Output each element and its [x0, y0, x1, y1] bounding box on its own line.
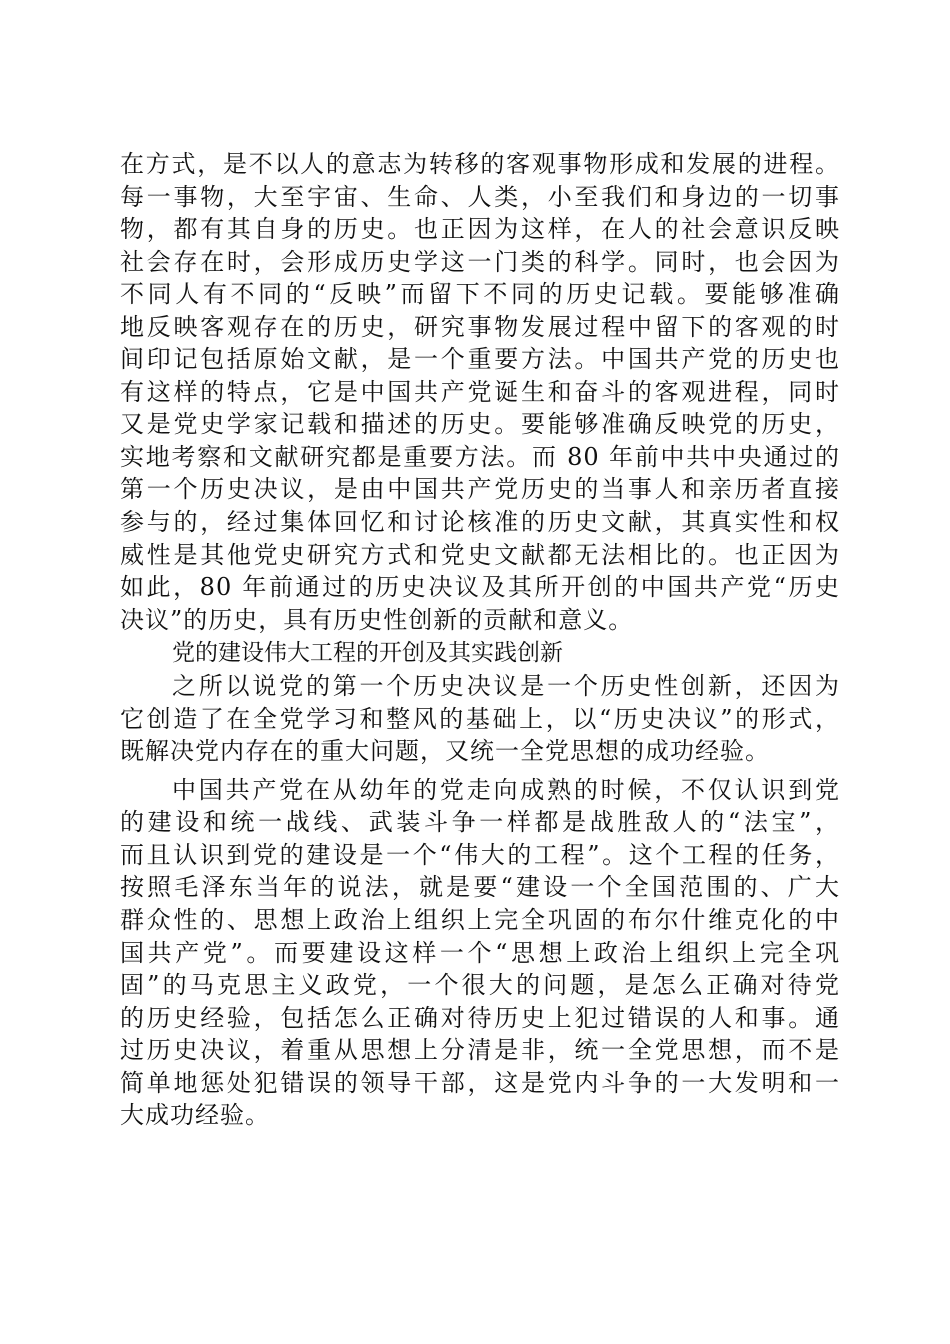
paragraph-line: 决议”的历史，具有历史性创新的贡献和意义。 [120, 605, 634, 634]
paragraph-3 [120, 774, 840, 1132]
paragraph-line: 实地考察和文献研究都是重要方法。而 80 年前中共中央通过的 [120, 442, 840, 471]
paragraph-line: 参与的，经过集体回忆和讨论核准的历史文献，其真实性和权 [120, 508, 840, 537]
paragraph-line: 它创造了在全党学习和整风的基础上，以“历史决议”的形式， [120, 704, 840, 733]
paragraph-line: 之所以说党的第一个历史决议是一个历史性创新，还因为 [172, 672, 840, 701]
paragraph-line: 间印记包括原始文献，是一个重要方法。中国共产党的历史也 [120, 345, 840, 374]
paragraph-line: 的历史经验，包括怎么正确对待历史上犯过错误的人和事。通 [120, 1003, 840, 1032]
paragraph-line: 过历史决议，着重从思想上分清是非，统一全党思想，而不是 [120, 1036, 840, 1065]
paragraph-line: 国共产党”。而要建设这样一个“思想上政治上组织上完全巩 [120, 938, 840, 967]
paragraph-line: 威性是其他党史研究方式和党史文献都无法相比的。也正因为 [120, 540, 840, 569]
paragraph-line: 而且认识到党的建设是一个“伟大的工程”。这个工程的任务， [120, 840, 840, 869]
section-heading: 党的建设伟大工程的开创及其实践创新 [172, 640, 563, 667]
paragraph-line: 中国共产党在从幼年的党走向成熟的时候，不仅认识到党 [172, 775, 840, 804]
paragraph-2 [120, 670, 840, 768]
paragraph-line: 又是党史学家记载和描述的历史。要能够准确反映党的历史， [120, 410, 840, 439]
document-body [120, 148, 840, 1132]
paragraph-line: 不同人有不同的“反映”而留下不同的历史记载。要能够准确 [120, 280, 840, 309]
paragraph-line: 按照毛泽东当年的说法，就是要“建设一个全国范围的、广大 [120, 873, 840, 902]
paragraph-line: 群众性的、思想上政治上组织上完全巩固的布尔什维克化的中 [120, 906, 840, 935]
paragraph-line: 如此，80 年前通过的历史决议及其所开创的中国共产党“历史 [120, 573, 840, 602]
paragraph-line: 的建设和统一战线、武装斗争一样都是战胜敌人的“法宝”， [120, 808, 840, 837]
paragraph-line: 既解决党内存在的重大问题，又统一全党思想的成功经验。 [120, 737, 770, 766]
paragraph-line: 大成功经验。 [120, 1101, 270, 1130]
paragraph-line: 地反映客观存在的历史，研究事物发展过程中留下的客观的时 [120, 312, 840, 341]
paragraph-1 [120, 148, 840, 636]
paragraph-line: 社会存在时，会形成历史学这一门类的科学。同时，也会因为 [120, 247, 840, 276]
paragraph-line: 固”的马克思主义政党，一个很大的问题，是怎么正确对待党 [120, 971, 840, 1000]
paragraph-line: 每一事物，大至宇宙、生命、人类，小至我们和身边的一切事 [120, 182, 840, 211]
paragraph-line: 第一个历史决议，是由中国共产党历史的当事人和亲历者直接 [120, 475, 840, 504]
paragraph-line: 简单地惩处犯错误的领导干部，这是党内斗争的一大发明和一 [120, 1068, 840, 1097]
paragraph-line: 物，都有其自身的历史。也正因为这样，在人的社会意识反映 [120, 215, 840, 244]
paragraph-line: 有这样的特点，它是中国共产党诞生和奋斗的客观进程，同时 [120, 377, 840, 406]
paragraph-line: 在方式，是不以人的意志为转移的客观事物形成和发展的进程。 [120, 150, 840, 178]
